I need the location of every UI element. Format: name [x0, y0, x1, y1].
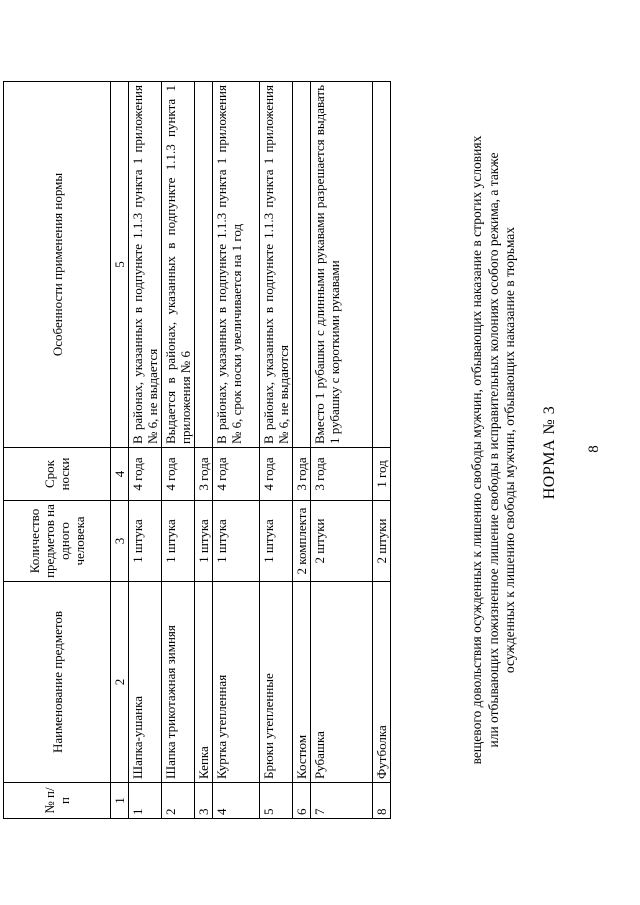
- table-row: [373, 82, 391, 819]
- table-row: [195, 82, 213, 819]
- row-name: Шапка-ушанка: [129, 582, 162, 783]
- row-name: Футболка: [373, 582, 391, 783]
- row-term: 4 года: [129, 448, 162, 501]
- header-qty: Количество предметов на одного человека: [4, 501, 111, 582]
- row-qty: 1 штука: [213, 501, 260, 582]
- row-notes: [293, 82, 311, 448]
- header-name: Наименование предметов: [4, 582, 111, 783]
- row-name: Кепка: [195, 582, 213, 783]
- row-qty: 1 штука: [162, 501, 195, 582]
- row-term: 4 года: [260, 448, 293, 501]
- table-row: [129, 82, 162, 819]
- row-num: 4: [213, 783, 260, 819]
- row-qty: 1 штука: [195, 501, 213, 582]
- column-number: 1: [111, 783, 129, 819]
- table-row: [260, 82, 293, 819]
- column-number: 2: [111, 582, 129, 783]
- heading-line: или отбывающих пожизненное лишение свободы в исправительных колониях особого режима, а также: [485, 152, 501, 748]
- row-notes: В районах, указанных в подпункте 1.1.3 пункта 1 приложения № 6, не выдается: [129, 82, 162, 448]
- row-name: Брюки утепленные: [260, 582, 293, 783]
- row-term: 3 года: [311, 448, 373, 501]
- table-row: [311, 82, 373, 819]
- row-notes: Выдается в районах, указанных в подпункте 1.1.3 пункта 1 приложения № 6: [162, 82, 195, 448]
- row-num: 3: [195, 783, 213, 819]
- heading-line: вещевого довольствия осужденных к лишению свободы мужчин, отбывающих наказание в строгих условиях: [469, 135, 484, 765]
- norm-title: НОРМА № 3: [541, 405, 558, 500]
- row-term: 4 года: [213, 448, 260, 501]
- table-row: [213, 82, 260, 819]
- row-name: Шапка трикотажная зимняя: [162, 582, 195, 783]
- row-notes: Вместо 1 рубашки с длинными рукавами разрешается выдавать 1 рубашку с короткими рукавами: [311, 82, 373, 448]
- row-term: 1 год: [373, 448, 391, 501]
- row-notes: В районах, указанных в подпункте 1.1.3 пункта 1 приложения № 6, не выдаются: [260, 82, 293, 448]
- row-qty: 2 штуки: [373, 501, 391, 582]
- heading-line: осужденных к лишению свободы мужчин, отбывающих наказание в тюрьмах: [502, 226, 517, 674]
- column-number: 5: [111, 82, 129, 448]
- row-qty: 2 штуки: [311, 501, 373, 582]
- row-qty: 2 комплекта: [293, 501, 311, 582]
- table-row: [293, 82, 311, 819]
- document-heading: [469, 115, 519, 785]
- row-notes: [373, 82, 391, 448]
- column-number: 4: [111, 448, 129, 501]
- row-term: 3 года: [293, 448, 311, 501]
- header-notes: Особенности применения нормы: [4, 82, 111, 448]
- row-num: 5: [260, 783, 293, 819]
- table-header-row: [4, 82, 111, 819]
- row-name: Костюм: [293, 582, 311, 783]
- row-num: 6: [293, 783, 311, 819]
- table-row: [162, 82, 195, 819]
- row-name: Куртка утепленная: [213, 582, 260, 783]
- column-number: 3: [111, 501, 129, 582]
- norm-table: [3, 81, 391, 819]
- row-qty: 1 штука: [260, 501, 293, 582]
- row-num: 7: [311, 783, 373, 819]
- row-num: 1: [129, 783, 162, 819]
- column-number-row: [111, 82, 129, 819]
- header-num: № п/п: [4, 783, 111, 819]
- row-name: Рубашка: [311, 582, 373, 783]
- page-number: 8: [586, 445, 602, 453]
- header-term: Срок носки: [4, 448, 111, 501]
- row-qty: 1 штука: [129, 501, 162, 582]
- row-num: 2: [162, 783, 195, 819]
- row-term: 3 года: [195, 448, 213, 501]
- row-notes: [195, 82, 213, 448]
- row-notes: В районах, указанных в подпункте 1.1.3 пункта 1 приложения № 6, срок носки увеличивается на 1 год: [213, 82, 260, 448]
- row-term: 4 года: [162, 448, 195, 501]
- row-num: 8: [373, 783, 391, 819]
